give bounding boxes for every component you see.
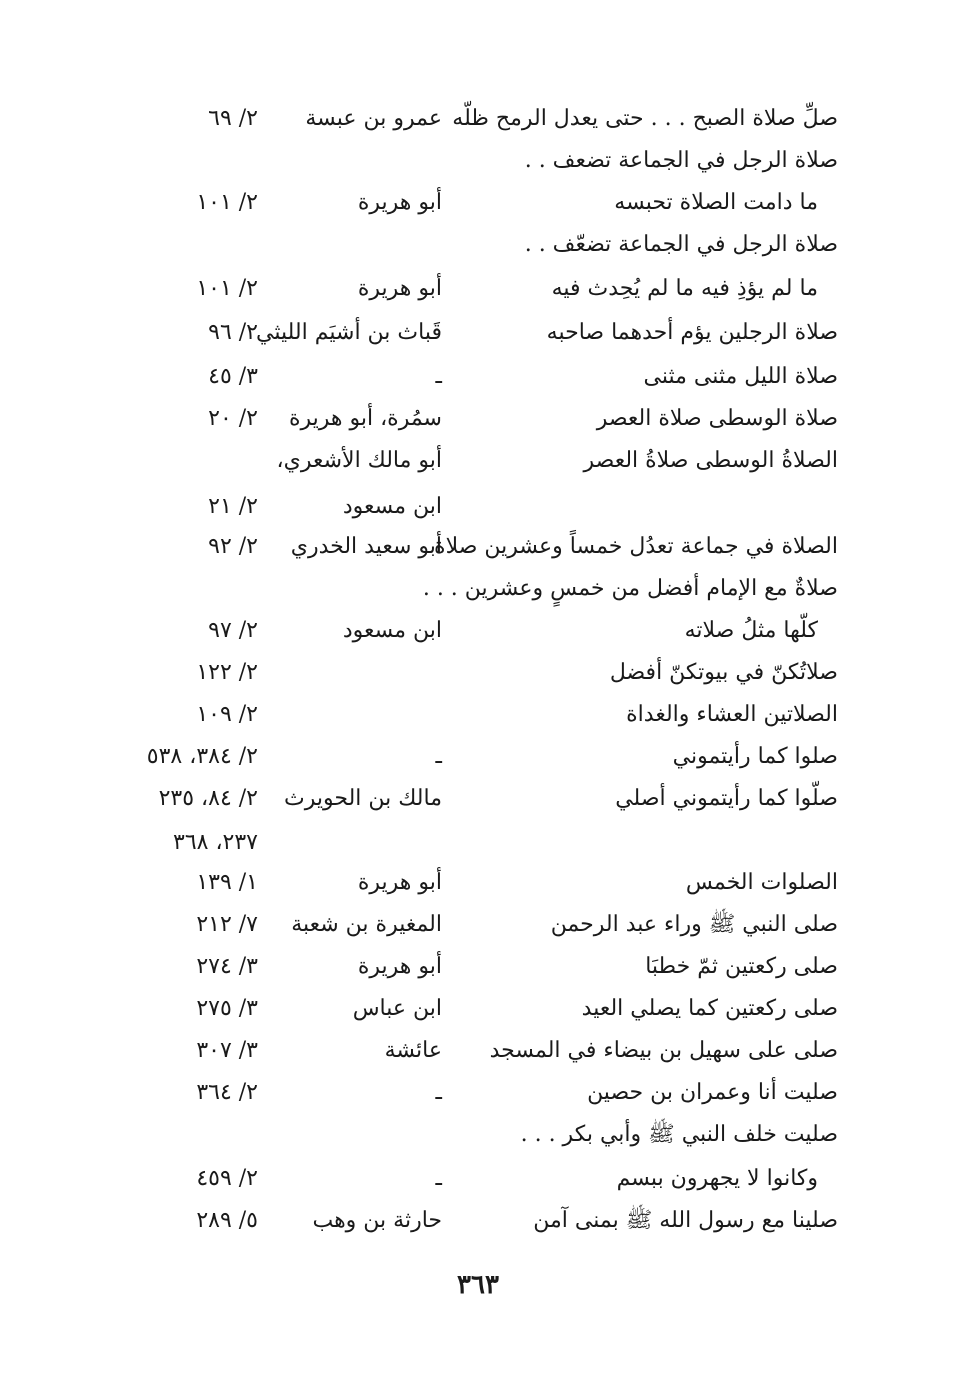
index-entry	[0, 182, 956, 224]
hadith-text: صلاة الرجل في الجماعة تضعف . .	[524, 148, 838, 173]
index-entry	[0, 1072, 956, 1114]
page-reference: ٢٣٧، ٣٦٨	[173, 830, 258, 855]
page-reference: ٥/ ٢٨٩	[196, 1208, 258, 1233]
index-entry	[0, 568, 956, 610]
narrator: أبو هريرة	[357, 276, 442, 301]
hadith-text: صلوا كما رأيتموني	[672, 744, 838, 769]
narrator: عمرو بن عبسة	[305, 106, 442, 131]
hadith-text: صلاة الرجل في الجماعة تضعّف . .	[524, 232, 838, 257]
page-reference: ٣/ ٢٧٥	[196, 996, 258, 1021]
hadith-text: صلّوا كما رأيتموني أصلي	[615, 786, 838, 811]
narrator: أبو سعيد الخدري	[290, 534, 442, 559]
index-entry	[0, 398, 956, 440]
hadith-text: كلّها مثلُ صلاته	[684, 618, 818, 643]
page-reference: ٢/ ٣٦٤	[196, 1080, 258, 1105]
narrator: ـ	[435, 744, 442, 769]
index-entry	[0, 610, 956, 652]
page-reference: ٢/ ٦٩	[208, 106, 258, 131]
page-reference: ١/ ١٣٩	[196, 870, 258, 895]
index-entry	[0, 862, 956, 904]
page-reference: ٣/ ٤٥	[208, 364, 258, 389]
narrator: ابن عباس	[352, 996, 442, 1021]
hadith-text: صلى ركعتين كما يصلي العيد	[581, 996, 838, 1021]
narrator: حارثة بن وهب	[312, 1208, 442, 1233]
narrator: ابن مسعود	[342, 618, 442, 643]
page-reference: ٢/ ١٠١	[196, 276, 258, 301]
narrator: أبو مالك الأشعري،	[276, 448, 442, 473]
narrator: مالك بن الحويرث	[284, 786, 442, 811]
hadith-text: الصلاتين العشاء والغداة	[626, 702, 838, 727]
index-entry	[0, 1158, 956, 1200]
hadith-text: صليت خلف النبي ﷺ وأبي بكر . . .	[520, 1122, 838, 1147]
index-entry	[0, 778, 956, 820]
index-entry-continuation	[0, 486, 956, 528]
hadith-text: صلِّ صلاة الصبح . . . حتى يعدل الرمح ظلّه	[452, 106, 838, 131]
index-entry	[0, 1114, 956, 1156]
hadith-text: صلى على سهيل بن بيضاء في المسجد	[489, 1038, 838, 1063]
page-reference: ٢/ ٢١	[208, 494, 258, 519]
hadith-text: صلى النبي ﷺ وراء عبد الرحمن	[550, 912, 838, 937]
page-reference: ٢/ ١٠١	[196, 190, 258, 215]
index-entry	[0, 526, 956, 568]
page-reference: ٣/ ٢٧٤	[196, 954, 258, 979]
hadith-text: وكانوا لا يجهرون ببسم	[616, 1166, 818, 1191]
narrator: قَباث بن أشيَم الليثي	[256, 320, 442, 345]
page-reference: ٢/ ٩٧	[208, 618, 258, 643]
narrator: أبو هريرة	[357, 954, 442, 979]
page-reference: ٢/ ٨٤، ٢٣٥	[158, 786, 258, 811]
narrator: المغيرة بن شعبة	[291, 912, 442, 937]
index-entry	[0, 98, 956, 140]
index-entry	[0, 946, 956, 988]
page-number: ٣٦٣	[457, 1270, 499, 1300]
index-entry	[0, 224, 956, 266]
hadith-text: صلاة الرجلين يؤم أحدهما صاحبه	[546, 320, 838, 345]
hadith-text: صلاةٌ مع الإمام أفضل من خمسٍ وعشرين . . .	[422, 576, 838, 601]
narrator: ابن مسعود	[342, 494, 442, 519]
hadith-text: الصلاة في جماعة تعدُل خمساً وعشرين صلاة	[434, 534, 838, 559]
narrator: ـ	[435, 1166, 442, 1191]
page-reference: ٣/ ٣٠٧	[196, 1038, 258, 1063]
narrator: عائشة	[384, 1038, 442, 1063]
index-entry	[0, 1200, 956, 1242]
page-reference: ٢/ ٢٠	[208, 406, 258, 431]
index-entry-continuation	[0, 822, 956, 864]
index-entry	[0, 904, 956, 946]
hadith-text: الصلوات الخمس	[685, 870, 838, 895]
narrator: سمُرة، أبو هريرة	[288, 406, 442, 431]
hadith-text: ما دامت الصلاة تحبسه	[614, 190, 818, 215]
page-reference: ٢/ ٤٥٩	[196, 1166, 258, 1191]
index-entry	[0, 1030, 956, 1072]
hadith-text: صليت أنا وعمران بن حصين	[587, 1080, 838, 1105]
page-reference: ٢/ ٣٨٤، ٥٣٨	[146, 744, 258, 769]
hadith-text: صلاة الليل مثنى مثنى	[643, 364, 838, 389]
index-entry	[0, 140, 956, 182]
narrator: ـ	[435, 364, 442, 389]
index-entry	[0, 988, 956, 1030]
hadith-text: الصلاةُ الوسطى صلاةُ العصر	[583, 448, 838, 473]
hadith-text: ما لم يؤذِ فيه ما لم يُحِدث فيه	[551, 276, 818, 301]
narrator: أبو هريرة	[357, 870, 442, 895]
page-reference: ٢/ ٩٦	[208, 320, 258, 345]
hadith-text: صلينا مع رسول الله ﷺ بمنى آمن	[533, 1208, 838, 1233]
page-reference: ٢/ ١٢٢	[196, 660, 258, 685]
hadith-text: صلى ركعتين ثمّ خطبَا	[645, 954, 838, 979]
index-entry	[0, 694, 956, 736]
index-entry	[0, 652, 956, 694]
page-reference: ٢/ ١٠٩	[196, 702, 258, 727]
index-entry	[0, 440, 956, 482]
narrator: أبو هريرة	[357, 190, 442, 215]
index-entry	[0, 356, 956, 398]
index-entry	[0, 312, 956, 354]
narrator: ـ	[435, 1080, 442, 1105]
page-reference: ٧/ ٢١٢	[196, 912, 258, 937]
index-entry	[0, 268, 956, 310]
hadith-text: صلاتُكنّ في بيوتكنّ أفضل	[609, 660, 838, 685]
hadith-text: صلاة الوسطى صلاة العصر	[596, 406, 838, 431]
page-reference: ٢/ ٩٢	[208, 534, 258, 559]
index-entry	[0, 736, 956, 778]
